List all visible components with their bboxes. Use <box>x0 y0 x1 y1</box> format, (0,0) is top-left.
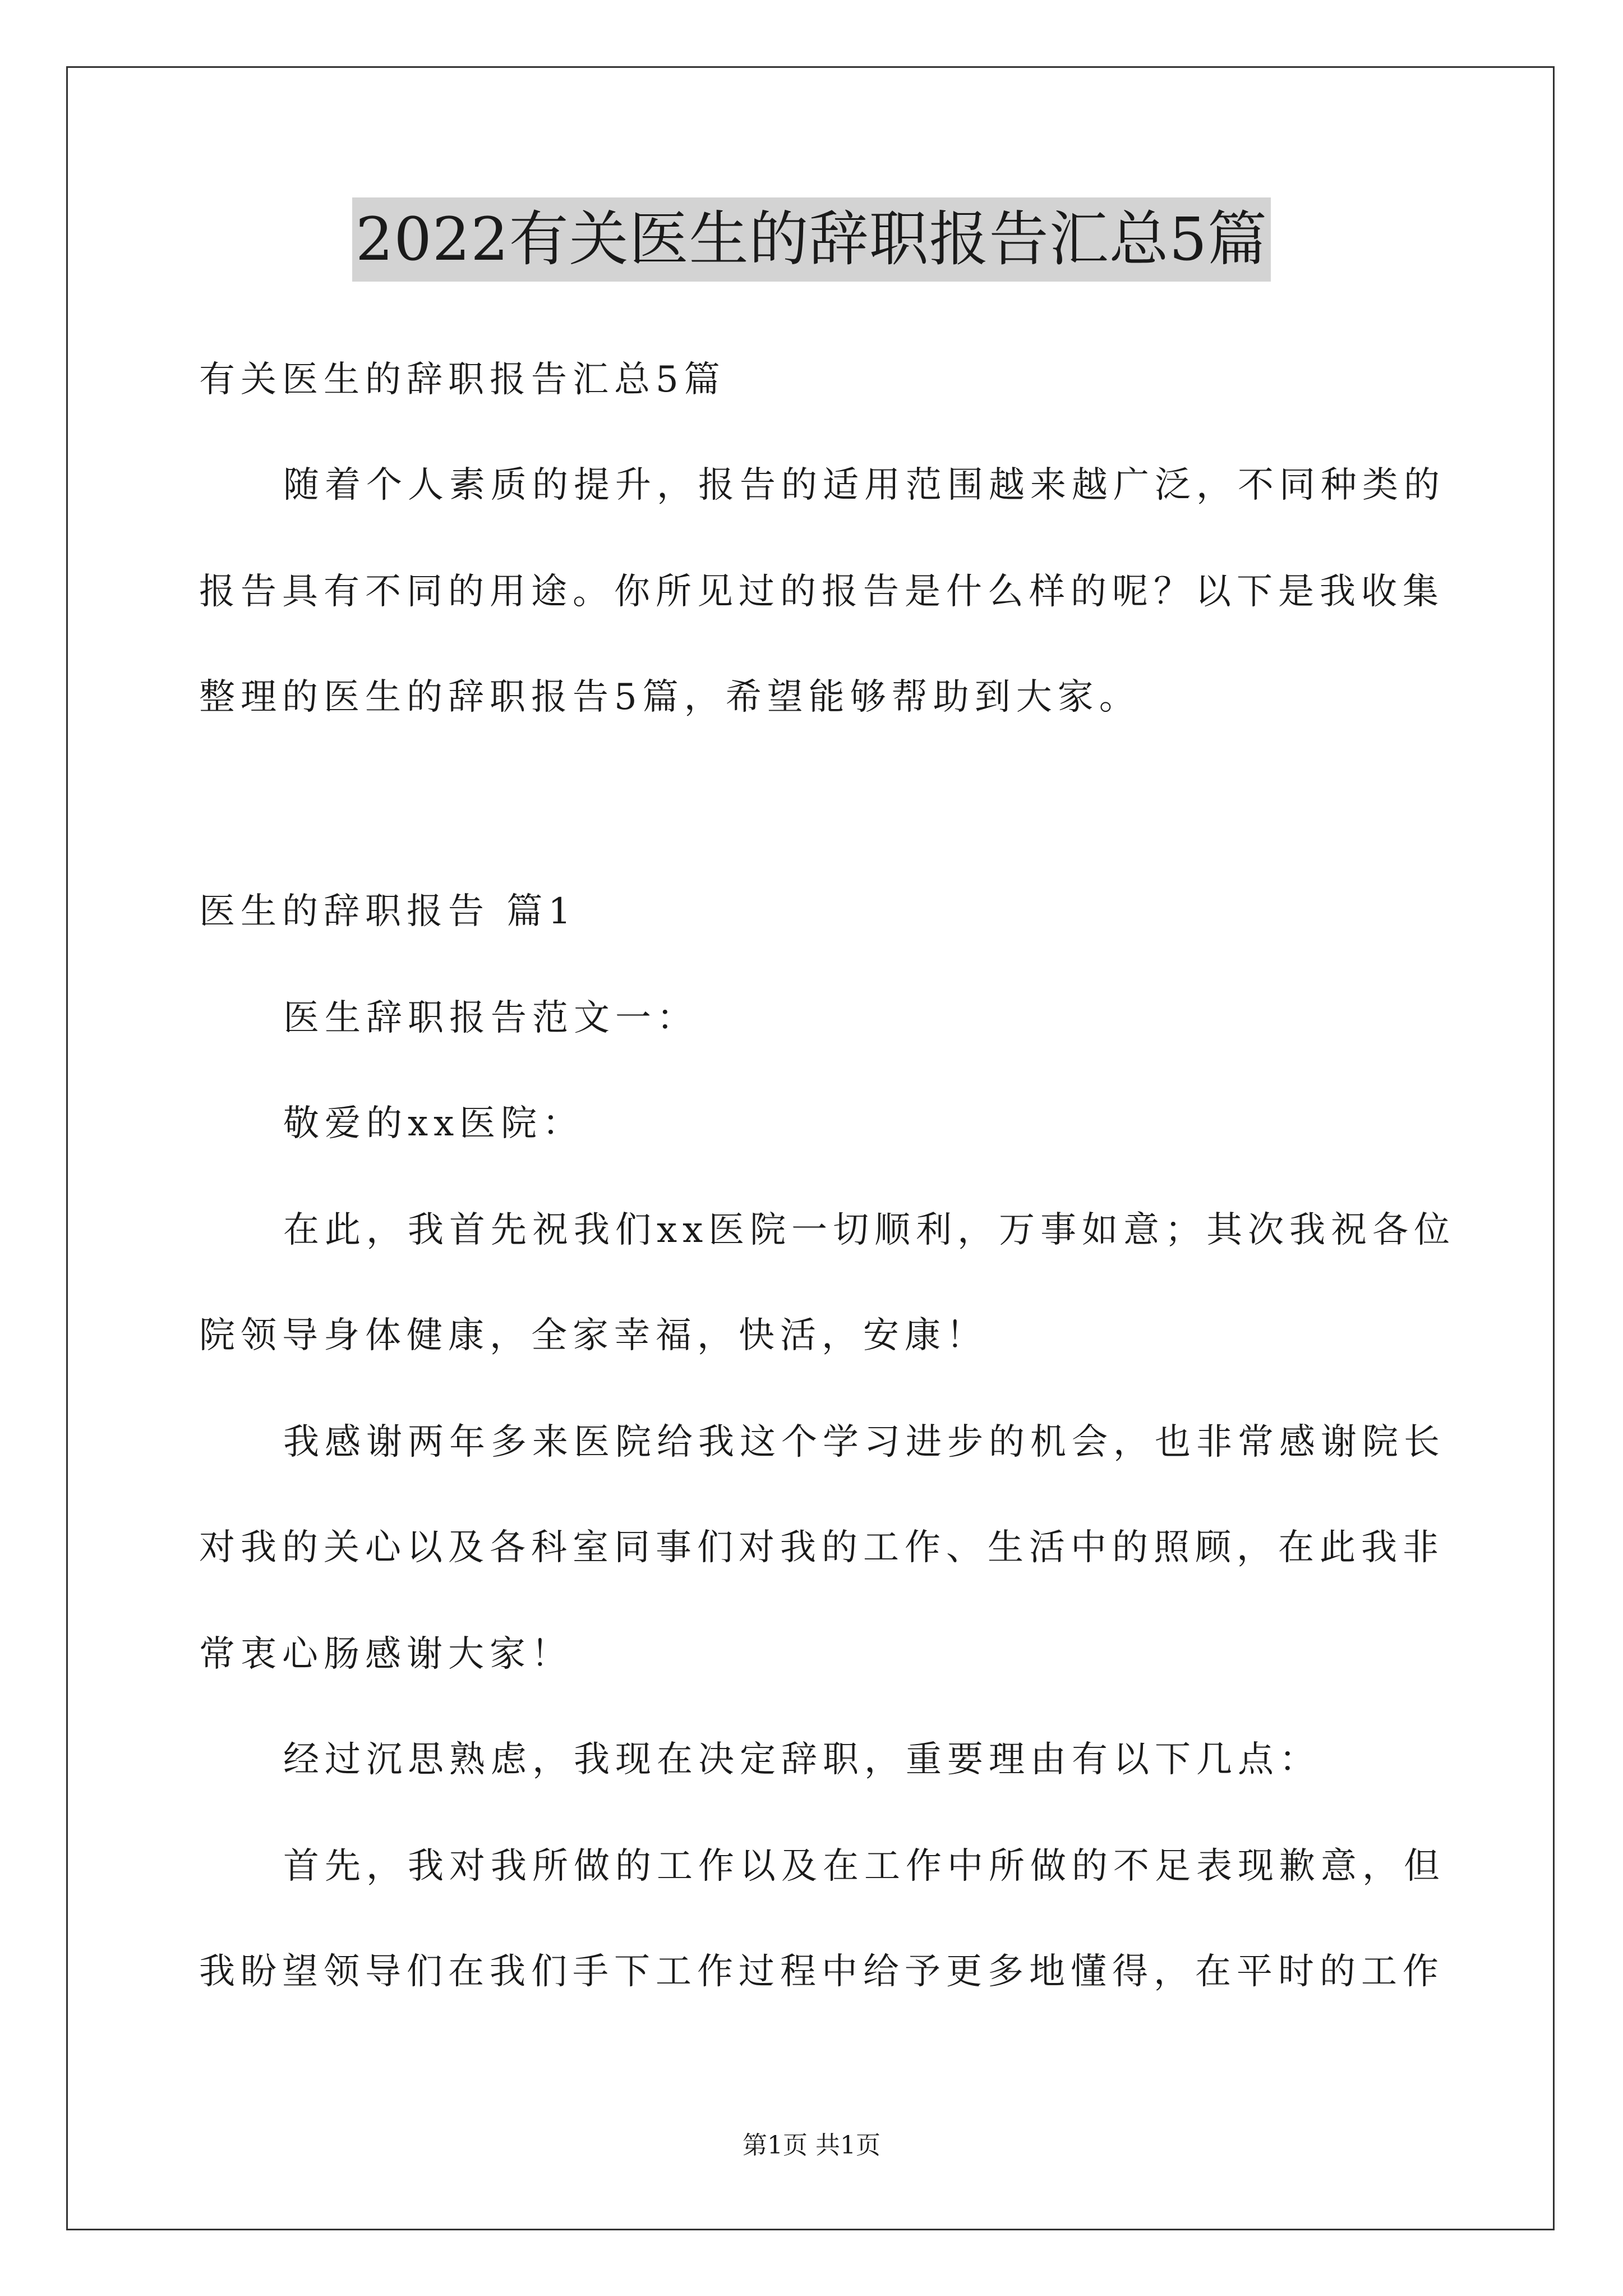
page-number-footer: 第1页 共1页 <box>743 2131 880 2160</box>
body-line: 首先，我对我所做的工作以及在工作中所做的不足表现歉意，但 <box>283 1846 1445 1887</box>
title-container <box>0 197 1623 282</box>
document-title: 2022有关医生的辞职报告汇总5篇 <box>352 197 1271 282</box>
body-line: 敬爱的xx医院： <box>283 1103 584 1144</box>
document-subtitle: 有关医生的辞职报告汇总5篇 <box>199 359 726 401</box>
body-line: 经过沉思熟虑，我现在决定辞职，重要理由有以下几点： <box>283 1739 1321 1780</box>
body-line: 在此，我首先祝我们xx医院一切顺利，万事如意；其次我祝各位 <box>283 1209 1456 1251</box>
intro-paragraph-line-2: 报告具有不同的用途。你所见过的报告是什么样的呢？以下是我收集 <box>199 571 1444 613</box>
intro-paragraph-line-3: 整理的医生的辞职报告5篇，希望能够帮助到大家。 <box>199 677 1141 718</box>
intro-paragraph-line-1: 随着个人素质的提升，报告的适用范围越来越广泛，不同种类的 <box>283 464 1445 506</box>
body-line: 对我的关心以及各科室同事们对我的工作、生活中的照顾，在此我非 <box>199 1527 1444 1568</box>
section-heading: 医生的辞职报告 篇1 <box>199 891 577 932</box>
body-line: 我盼望领导们在我们手下工作过程中给予更多地懂得，在平时的工作 <box>199 1951 1444 1993</box>
body-line: 常衷心肠感谢大家！ <box>199 1634 573 1675</box>
body-line: 医生辞职报告范文一： <box>283 997 698 1039</box>
body-line: 院领导身体健康，全家幸福，快活，安康！ <box>199 1315 988 1356</box>
body-line: 我感谢两年多来医院给我这个学习进步的机会，也非常感谢院长 <box>283 1421 1445 1463</box>
